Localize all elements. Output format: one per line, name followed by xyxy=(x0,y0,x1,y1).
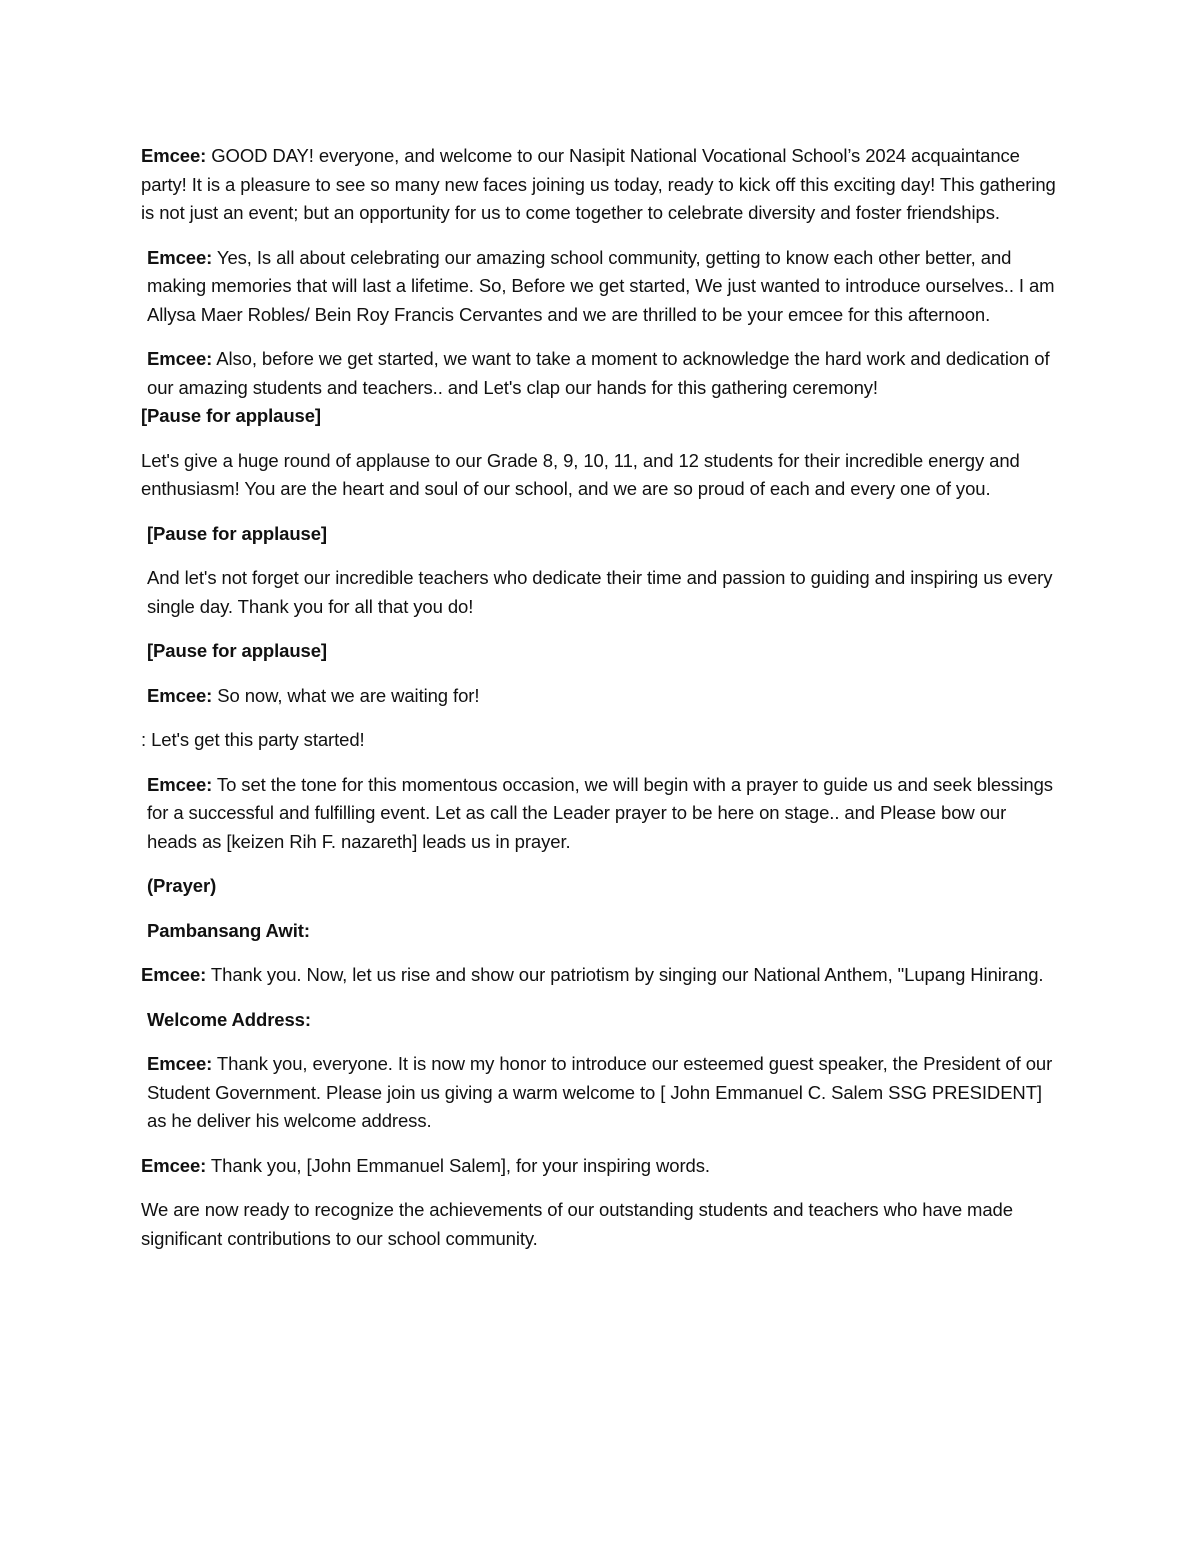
speaker-label: Emcee: xyxy=(141,1154,207,1176)
paragraph-text: GOOD DAY! everyone, and welcome to our Nasipit National Vocational School’s 2024 acquaintance party! It is a pleasure to see so many new faces joining us today, ready to kick off this exciting day! This gathering is not just an event; but an opportunity for us to come together to celebrate diversity and foster friendships. xyxy=(141,145,1056,223)
prayer-cue: (Prayer) xyxy=(147,875,217,896)
paragraph-recognition: We are now ready to recognize the achievements of our outstanding students and teachers who have made significant contributions to our school community. xyxy=(141,1199,1013,1249)
paragraph-teachers: And let's not forget our incredible teachers who dedicate their time and passion to guiding and inspiring us every single day. Thank you for all that you do! xyxy=(147,567,1053,617)
speaker-label: Emcee: xyxy=(147,246,213,268)
paragraph-text: Thank you. Now, let us rise and show our patriotism by singing our National Anthem, "Lupang Hinirang. xyxy=(206,964,1044,985)
speaker-label: Emcee: xyxy=(147,1053,213,1074)
paragraph-welcome-address xyxy=(141,1050,1061,1136)
paragraph-party-start: : Let's get this party started! xyxy=(141,729,365,750)
speaker-label: Emcee: xyxy=(147,348,213,369)
paragraph-prayer-intro xyxy=(141,771,1061,857)
paragraph-opening xyxy=(141,142,1061,228)
paragraph-waiting xyxy=(141,682,1061,711)
speaker-label: Emcee: xyxy=(147,684,213,706)
applause-cue: [Pause for applause] xyxy=(141,405,321,426)
anthem-heading: Pambansang Awit: xyxy=(147,919,310,941)
emcee-script xyxy=(141,142,1061,1253)
paragraph-acknowledgement xyxy=(141,345,1061,402)
applause-cue: [Pause for applause] xyxy=(147,640,327,661)
speaker-label: Emcee: xyxy=(141,964,207,985)
applause-cue: [Pause for applause] xyxy=(147,522,327,544)
paragraph-text: Also, before we get started, we want to take a moment to acknowledge the hard work and dedication of our amazing students and teachers.. and Let's clap our hands for this gathering ceremony! xyxy=(147,348,1050,398)
speaker-label: Emcee: xyxy=(147,773,213,795)
paragraph-text: Thank you, [John Emmanuel Salem], for your inspiring words. xyxy=(206,1154,710,1176)
paragraph-text: Thank you, everyone. It is now my honor to introduce our esteemed guest speaker, the President of our Student Government. Please join us giving a warm welcome to [ John Emmanuel C. Salem SSG PRESIDENT] as he deliver his welcome address. xyxy=(147,1053,1053,1131)
paragraph-text: So now, what we are waiting for! xyxy=(212,684,480,706)
welcome-heading: Welcome Address: xyxy=(147,1008,311,1030)
paragraph-anthem xyxy=(141,961,1061,990)
paragraph-introduction xyxy=(141,244,1061,330)
speaker-label: Emcee: xyxy=(141,145,207,166)
paragraph-students: Let's give a huge round of applause to our Grade 8, 9, 10, 11, and 12 students for their incredible energy and enthusiasm! You are the heart and soul of our school, and we are so proud of each and every one of you. xyxy=(141,449,1020,499)
paragraph-text: To set the tone for this momentous occasion, we will begin with a prayer to guide us and seek blessings for a successful and fulfilling event. Let as call the Leader prayer to be here on stage.. and Please bow our heads as [keizen Rih F. nazareth] leads us in prayer. xyxy=(147,773,1053,852)
paragraph-thanks xyxy=(141,1152,1061,1181)
paragraph-text: Yes, Is all about celebrating our amazing school community, getting to know each other better, and making memories that will last a lifetime. So, Before we get started, We just wanted to introduce ourselves.. I am Allysa Maer Robles/ Bein Roy Francis Cervantes and we are thrilled to be your emcee for this afternoon. xyxy=(147,246,1055,325)
